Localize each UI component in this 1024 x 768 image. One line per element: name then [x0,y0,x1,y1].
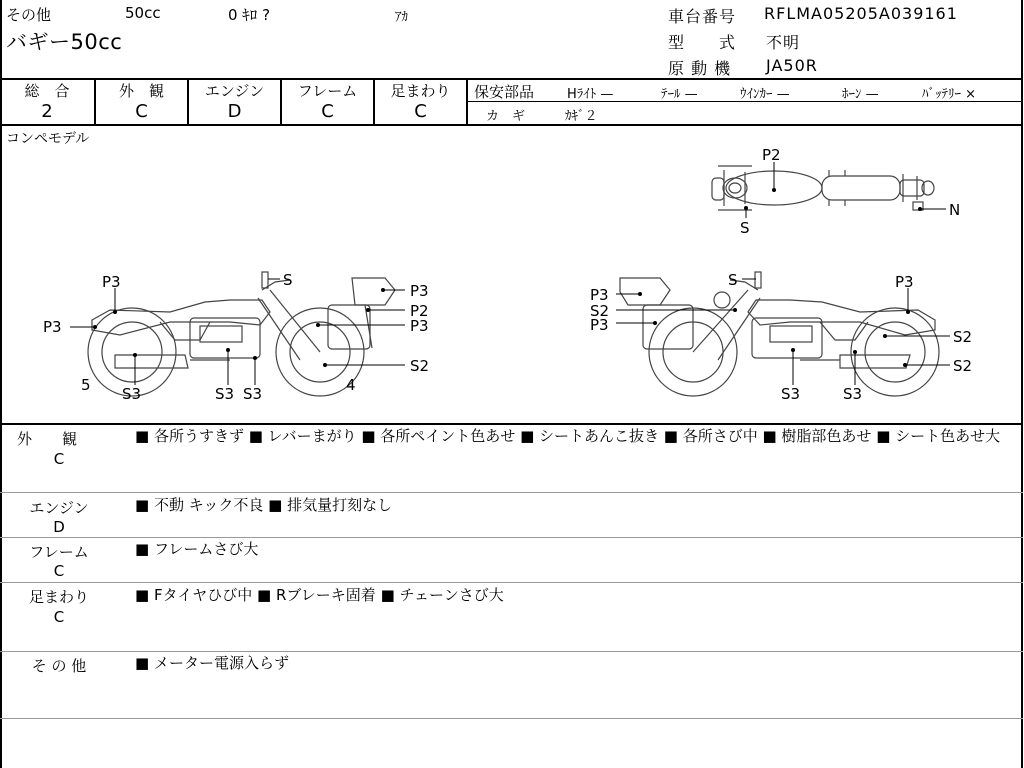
safety-horn-status: — [865,87,879,102]
section-exterior-label: 外 観 [16,430,77,448]
safety-label: 保安部品 [474,83,535,101]
mark-right-s2-b: S2 [953,357,973,375]
mark-right-s3-b: S3 [843,385,863,403]
mark-right-s2-front: S2 [590,302,610,320]
mark-left-s3-a: S3 [122,385,142,403]
grade-divider-5 [466,78,468,126]
mark-top-n: N [949,201,961,219]
color: ｱｶ [395,10,408,25]
grade-label-suspension: 足まわり [390,82,451,100]
grade-label-frame: フレーム [297,82,358,100]
top-view-bike [712,166,934,210]
engine-model: JA50R [766,56,818,75]
section-exterior-text: ■ 各所うすきず ■ レバーまがり ■ 各所ペイント色あせ ■ シートあんこ抜き ■ 各所さび中 ■ 樹脂部色あせ ■ シート色あせ大 [135,427,1001,445]
section-other-text: ■ メーター電源入らず [135,654,289,672]
mark-top-p2: P2 [762,146,781,164]
grade-value-frame: C [321,101,334,122]
grade-value-exterior: C [135,101,148,122]
section-engine-text: ■ 不動 キック不良 ■ 排気量打刻なし [135,496,393,514]
safety-battery [922,83,976,102]
model-name: バギー50cc [6,30,123,54]
mark-left-p3-side: P3 [43,318,62,336]
mark-top-s: S [740,219,750,237]
safety-tail [661,83,698,102]
mark-left-p3-front: P3 [410,282,429,300]
safety-winker-status: — [776,87,790,102]
section-engine-grade: D [53,518,65,536]
grade-value-suspension: C [414,101,427,122]
grade-value-overall: 2 [41,101,53,122]
safety-headlight-name: Hﾗｲﾄ [567,87,597,102]
section-suspension-text: ■ Fタイヤひび中 ■ Rブレーキ固着 ■ チェーンさび大 [135,586,504,604]
section-engine-label: エンジン [29,499,89,517]
type-label: 型 式 [668,33,737,52]
grade-label-exterior: 外 観 [118,82,164,100]
mark-left-p3-top: P3 [102,273,121,291]
safety-horn [842,83,879,102]
section-frame-grade: C [53,562,65,580]
safety-winker-name: ｳｲﾝｶｰ [740,87,773,102]
section-suspension-label: 足まわり [28,588,89,606]
section-frame-label: フレーム [29,543,89,561]
grade-label-overall: 総 合 [24,82,70,100]
mark-right-s2-a: S2 [953,328,973,346]
safety-tail-name: ﾃｰﾙ [661,87,681,102]
section-other-label: そ の 他 [31,657,87,675]
category: その他 [6,6,52,24]
displacement: 50cc [125,4,161,22]
mark-left-s: S [283,271,293,289]
grade-value-engine: D [227,101,242,122]
safety-headlight-status: — [600,87,614,102]
section-line-3 [0,582,1023,583]
key-value: ｶｷﾞ２ [565,109,598,124]
diagram-title: コンペモデル [6,131,90,147]
safety-tail-status: — [684,87,698,102]
section-line-5 [0,718,1023,719]
safety-headlight [567,83,613,102]
type-value: 不明 [766,33,801,52]
mark-left-s3-b: S3 [215,385,235,403]
mark-right-p3-front: P3 [590,286,609,304]
mark-left-5: 5 [81,376,91,394]
mark-left-p2: P2 [410,302,429,320]
mark-left-s3-c: S3 [243,385,263,403]
mark-left-s2: S2 [410,357,430,375]
section-suspension-grade: C [53,608,65,626]
section-frame-text: ■ フレームさび大 [135,540,259,558]
safety-battery-name: ﾊﾞｯﾃﾘｰ [922,87,961,102]
mark-right-s: S [728,271,738,289]
mark-right-s3-a: S3 [781,385,801,403]
mileage: 0 ｷﾛ ? [228,6,271,24]
engine-label: 原 動 機 [668,59,732,78]
chassis-number: RFLMA05205A039161 [764,4,958,23]
right-side-bike [620,272,939,396]
chassis-label: 車台番号 [668,7,737,26]
safety-winker [740,83,790,102]
section-line-1 [0,492,1023,493]
key-label: カ ギ [486,109,526,124]
safety-horn-name: ﾎｰﾝ [842,87,862,102]
grade-label-engine: エンジン [204,82,265,100]
mark-right-p3-mid: P3 [590,316,609,334]
section-exterior-grade: C [53,450,65,468]
mark-left-p3-mid: P3 [410,317,429,335]
mark-left-4: 4 [346,376,356,394]
safety-battery-status: × [965,87,977,102]
bike-diagram [0,126,1023,424]
mark-right-p3-top: P3 [895,273,914,291]
